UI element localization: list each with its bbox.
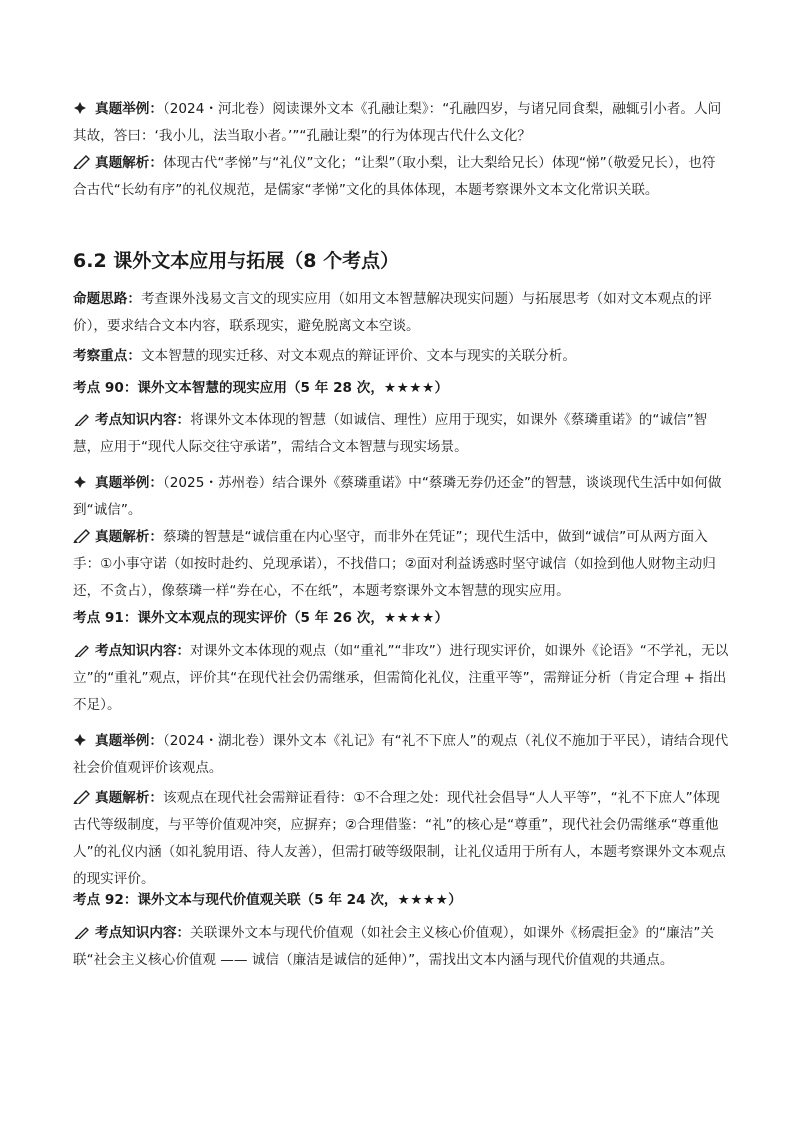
exam-focus (73, 343, 729, 370)
kp-91-close: ） (434, 610, 449, 626)
exam-example-3 (73, 728, 729, 782)
exam-analysis-1 (73, 150, 729, 204)
exam-example-text: （2024・湖北卷）课外文本《礼记》有“礼不下庶人”的观点（礼仪不施加于平民），请结合现代社会价值观评价该观点。 (73, 733, 729, 776)
kp-92-stars: ★★★★ (397, 892, 449, 908)
exam-example-text: （2025・苏州卷）结合课外《蔡璘重诺》中“蔡璘无券仍还金”的智慧，谈谈现代生活中如何做到“诚信”。 (73, 475, 722, 518)
kp-90-content-text: 将课外文本体现的智慧（如诚信、理性）应用于现实，如课外《蔡璘重诺》的“诚信”智慧，应用于“现代人际交往守承诺”，需结合文本智慧与现实场景。 (73, 412, 708, 455)
kp-91-title: 考点 91：课外文本观点的现实评价（5 年 26 次， (73, 610, 384, 626)
kp-92-heading (73, 888, 462, 912)
pencil-icon (73, 925, 91, 939)
pencil-icon (73, 643, 91, 657)
kp-90-content-label: 考点知识内容： (95, 412, 191, 428)
exam-analysis-text: 该观点在现代社会需辩证看待：①不合理之处：现代社会倡导“人人平等”，“礼不下庶人”体现古代等级制度，与平等价值观冲突，应摒弃；②合理借鉴：“礼”的核心是“尊重”，现代社会仍需继承“尊重他人”的礼仪内涵（如礼貌用语、待人友善），但需打破等级限制，让礼仪适用于所有人，本题考察课外文本观点的现实评价。 (73, 790, 726, 887)
proposition-idea-label: 命题思路： (73, 291, 141, 307)
exam-example-2 (73, 470, 729, 524)
exam-focus-label: 考察重点： (73, 348, 141, 364)
kp-90-stars: ★★★★ (383, 380, 435, 396)
exam-example-label: 真题举例： (95, 475, 163, 491)
kp-91-content (73, 638, 729, 719)
diamond-bullet-icon (73, 475, 91, 489)
kp-91-content-text: 对课外文本体现的观点（如“重礼”“非攻”）进行现实评价，如课外《论语》“不学礼，无以立”的“重礼”观点，评价其“在现代社会仍需继承，但需简化礼仪，注重平等”，需辩证分析（肯定合理 + 指出不足）。 (73, 643, 729, 713)
kp-92-content-text: 关联课外文本与现代价值观（如社会主义核心价值观），如课外《杨震拒金》的“廉洁”关联“社会主义核心价值观 —— 诚信（廉洁是诚信的延伸）”，需找出文本内涵与现代价值观的共通点。 (73, 925, 715, 968)
kp-91-stars: ★★★★ (383, 610, 435, 626)
diamond-bullet-icon (73, 733, 91, 747)
exam-example-1 (73, 96, 729, 150)
ruler-pencil-icon (73, 155, 91, 169)
exam-analysis-label: 真题解析： (95, 155, 163, 171)
kp-90-close: ） (434, 380, 449, 396)
diamond-bullet-icon (73, 101, 91, 115)
kp-92-title: 考点 92：课外文本与现代价值观关联（5 年 24 次， (73, 892, 398, 908)
kp-92-content (73, 920, 729, 974)
ruler-pencil-icon (73, 529, 91, 543)
exam-analysis-text: 蔡璘的智慧是“诚信重在内心坚守，而非外在凭证”；现代生活中，做到“诚信”可从两方面入手：①小事守诺（如按时赴约、兑现承诺），不找借口；②面对利益诱惑时坚守诚信（如捡到他人财物主动归还，不贪占），像蔡璘一样“券在心，不在纸”，本题考察课外文本智慧的现实应用。 (73, 529, 716, 599)
ruler-pencil-icon (73, 790, 91, 804)
exam-analysis-label: 真题解析： (95, 529, 163, 545)
kp-90-heading (73, 376, 448, 400)
kp-90-title: 考点 90：课外文本智慧的现实应用（5 年 28 次， (73, 380, 384, 396)
kp-92-content-label: 考点知识内容： (95, 925, 191, 941)
exam-analysis-2 (73, 524, 729, 605)
proposition-idea (73, 286, 729, 340)
kp-92-close: ） (448, 892, 462, 908)
exam-analysis-label: 真题解析： (95, 790, 163, 806)
exam-analysis-3 (73, 785, 729, 893)
kp-90-content (73, 407, 729, 461)
exam-example-label: 真题举例： (95, 101, 163, 117)
exam-example-text: （2024・河北卷）阅读课外文本《孔融让梨》：“孔融四岁，与诸兄同食梨，融辄引小者。人问其故，答曰：‘我小儿，法当取小者。’”“孔融让梨”的行为体现古代什么文化？ (73, 101, 722, 144)
section-heading: 6.2 课外文本应用与拓展（8 个考点） (73, 250, 400, 272)
pencil-icon (73, 412, 91, 426)
exam-example-label: 真题举例： (95, 733, 163, 749)
exam-focus-text: 文本智慧的现实迁移、对文本观点的辩证评价、文本与现实的关联分析。 (140, 348, 576, 364)
exam-analysis-text: 体现古代“孝悌”与“礼仪”文化；“让梨”（取小梨，让大梨给兄长）体现“悌”（敬爱兄长），也符合古代“长幼有序”的礼仪规范，是儒家“孝悌”文化的具体体现，本题考察课外文本文化常识关联。 (73, 155, 716, 198)
kp-91-content-label: 考点知识内容： (95, 643, 191, 659)
kp-91-heading (73, 606, 448, 630)
proposition-idea-text: 考查课外浅易文言文的现实应用（如用文本智慧解决现实问题）与拓展思考（如对文本观点的评价），要求结合文本内容，联系现实，避免脱离文本空谈。 (73, 291, 712, 334)
